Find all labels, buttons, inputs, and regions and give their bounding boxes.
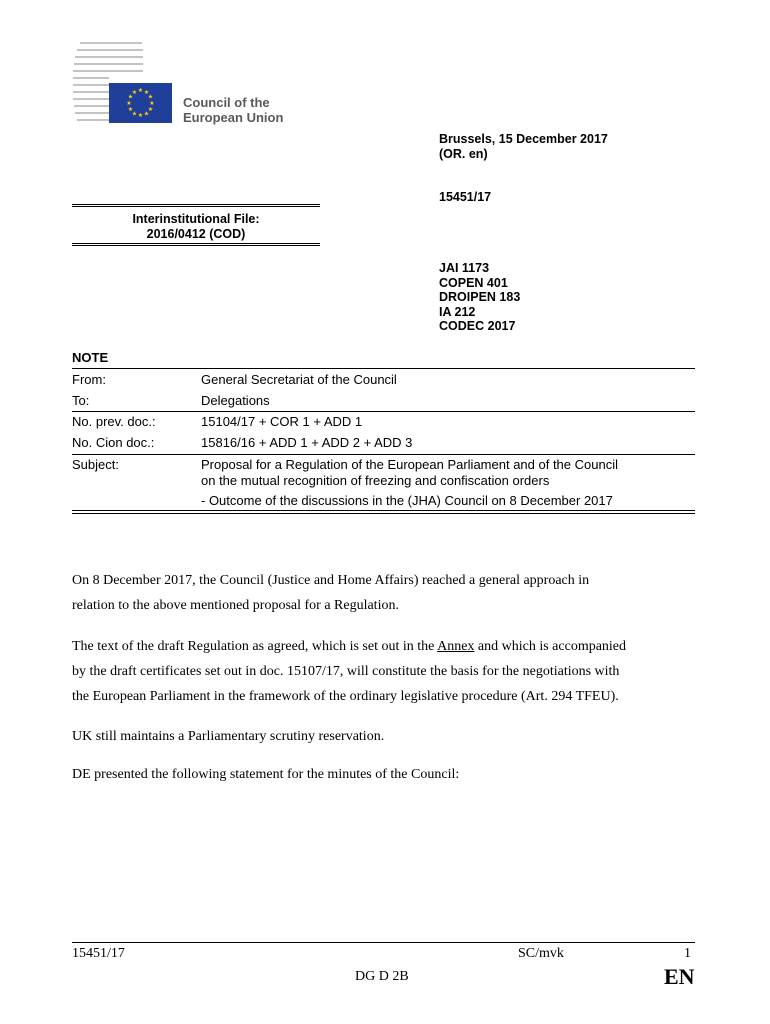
paragraph-1 [72, 568, 696, 618]
interinstitutional-value: 2016/0412 (COD) [146, 227, 246, 241]
footer-language: EN [664, 964, 695, 989]
paragraph-4: DE presented the following statement for the minutes of the Council: [72, 767, 460, 782]
note-rule [72, 411, 695, 412]
footer-page-number: 1 [684, 946, 691, 961]
paragraph-2 [72, 634, 696, 709]
org-name [183, 95, 283, 125]
prev-doc-value: 15104/17 + COR 1 + ADD 1 [201, 414, 363, 429]
paragraph-1-line2: relation to the above mentioned proposal for a Regulation. [72, 598, 399, 613]
org-name-line1: Council of the [183, 95, 270, 110]
to-value: Delegations [201, 393, 270, 408]
code-copen: COPEN 401 [439, 275, 508, 290]
paragraph-2-line1 [72, 634, 696, 659]
annex-reference: Annex [437, 639, 475, 654]
svg-text:★: ★ [131, 89, 138, 96]
classification-codes [439, 261, 520, 334]
code-jai: JAI 1173 [439, 261, 490, 275]
note-top-rule [72, 368, 695, 369]
code-ia: IA 212 [439, 304, 476, 319]
svg-text:★: ★ [147, 106, 154, 113]
from-label: From: [72, 372, 106, 387]
subject-line3: - Outcome of the discussions in the (JHA) Council on 8 December 2017 [201, 493, 613, 508]
subject-label: Subject: [72, 457, 119, 472]
from-value: General Secretariat of the Council [201, 372, 397, 387]
svg-text:★: ★ [147, 93, 154, 101]
cion-doc-value: 15816/16 + ADD 1 + ADD 2 + ADD 3 [201, 435, 413, 450]
place-date: Brussels, 15 December 2017 [439, 132, 608, 146]
subject-line2: on the mutual recognition of freezing and confiscation orders [201, 473, 550, 488]
svg-text:★: ★ [131, 110, 138, 118]
original-language: (OR. en) [439, 147, 488, 161]
to-label: To: [72, 393, 90, 408]
cion-doc-label: No. Cion doc.: [72, 435, 155, 450]
svg-text:★: ★ [143, 89, 150, 96]
paragraph-2-text: and which is accompanied [474, 639, 627, 654]
paragraph-2-line2: by the draft certificates set out in doc. 15107/17, will constitute the basis for the negotiations with [72, 664, 620, 679]
note-rule [72, 454, 695, 455]
svg-text:★: ★ [126, 100, 132, 107]
svg-text:★: ★ [127, 106, 134, 113]
org-name-line2: European Union [183, 110, 284, 125]
interinstitutional-file [72, 204, 320, 246]
svg-text:★: ★ [137, 87, 144, 94]
paragraph-2-text: The text of the draft Regulation as agreed, which is set out in the [72, 639, 438, 654]
svg-text:★: ★ [143, 110, 150, 118]
paragraph-2-line3: the European Parliament in the framework of the ordinary legislative procedure (Art. 294 TFEU). [72, 689, 619, 704]
code-droipen: DROIPEN 183 [439, 290, 521, 304]
document-number: 15451/17 [439, 190, 492, 204]
prev-doc-label: No. prev. doc.: [72, 414, 156, 429]
footer-doc-number: 15451/17 [72, 946, 125, 961]
interinstitutional-label: Interinstitutional File: [132, 212, 260, 226]
footer-dg: DG D 2B [355, 969, 409, 984]
paragraph-1-line1: On 8 December 2017, the Council (Justice and Home Affairs) reached a general approach in [72, 573, 590, 588]
footer-initials: SC/mvk [518, 946, 564, 961]
paragraph-3: UK still maintains a Parliamentary scrutiny reservation. [72, 729, 385, 744]
footer-rule [72, 942, 695, 943]
note-title: NOTE [72, 350, 109, 365]
svg-text:★: ★ [127, 93, 134, 101]
subject-line1: Proposal for a Regulation of the European Parliament and of the Council [201, 457, 618, 472]
code-codec: CODEC 2017 [439, 319, 516, 333]
note-bottom-rule [72, 510, 695, 514]
svg-text:★: ★ [149, 100, 155, 107]
svg-text:★: ★ [137, 112, 144, 119]
